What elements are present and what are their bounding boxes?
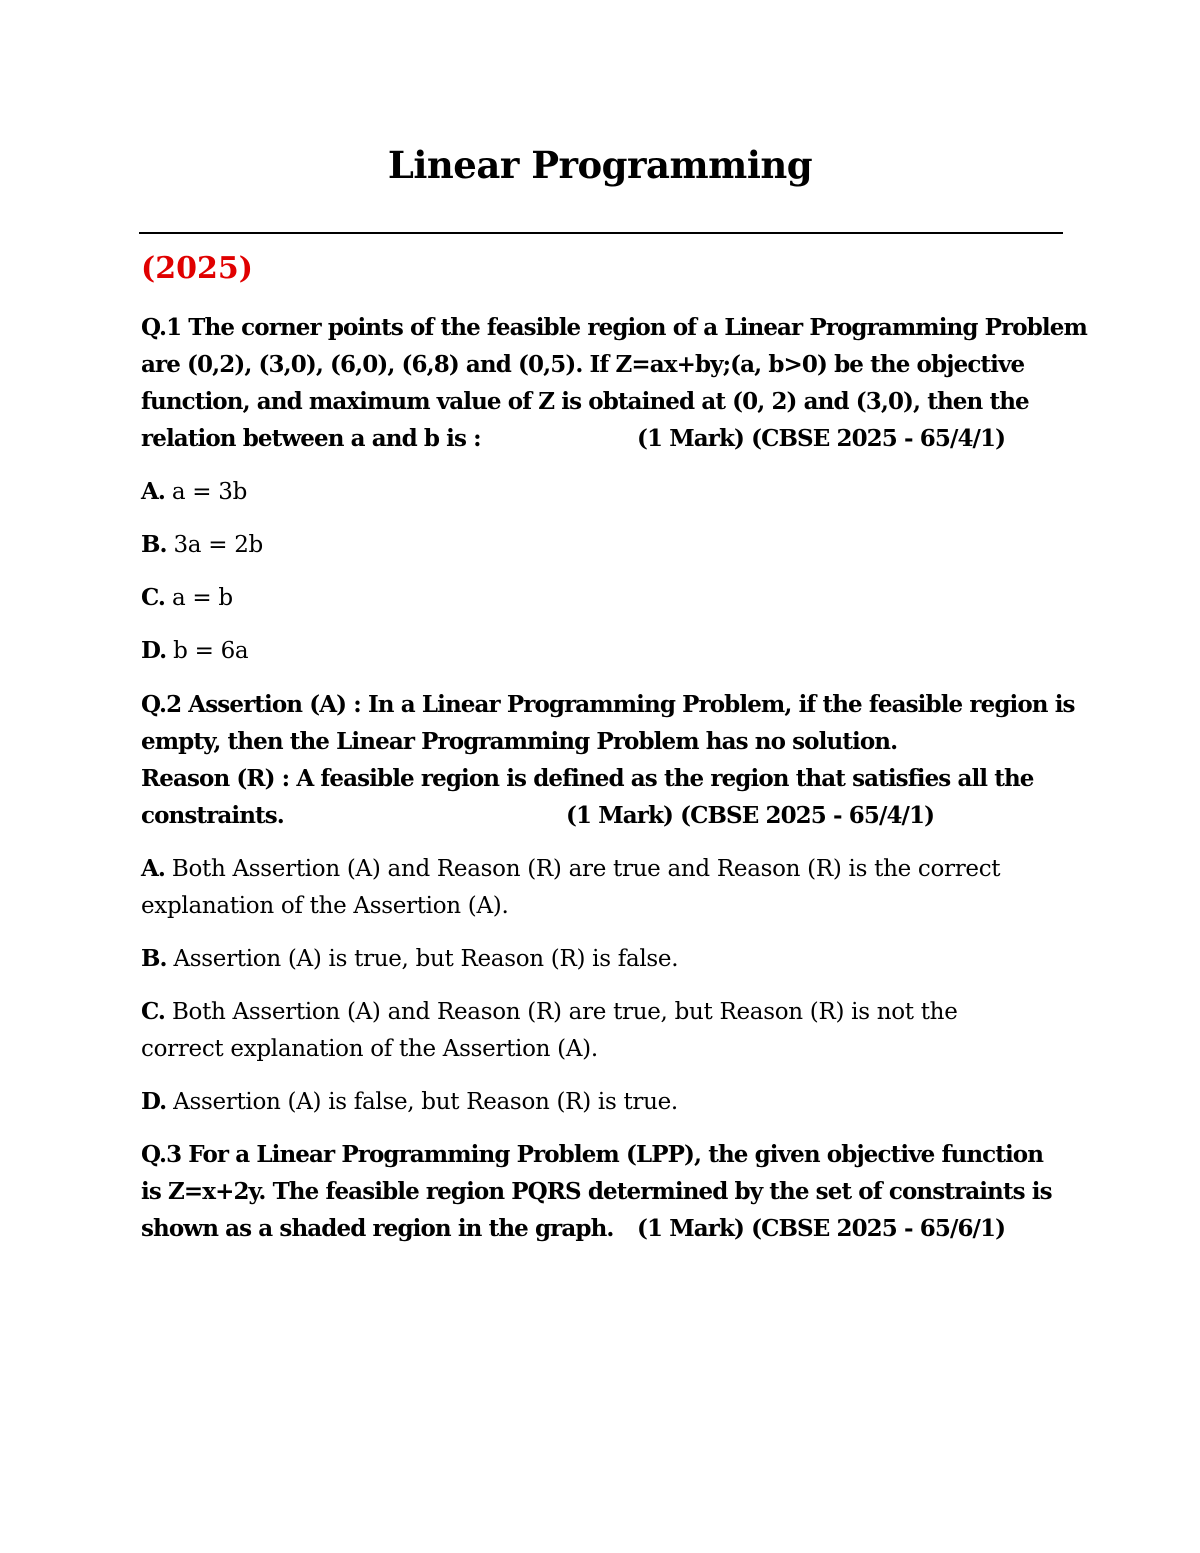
option-letter: A.: [141, 478, 165, 505]
question-1-line: function, and maximum value of Z is obtained at (0, 2) and (3,0), then the: [141, 388, 1029, 415]
title-divider: [139, 232, 1063, 234]
question-3-mark: (1 Mark) (CBSE 2025 - 65/6/1): [637, 1215, 1006, 1242]
question-2: [141, 686, 1075, 834]
option-text: Both Assertion (A) and Reason (R) are true, but Reason (R) is not the: [171, 999, 958, 1025]
option-letter: B.: [141, 531, 167, 558]
option-letter: A.: [141, 855, 165, 882]
question-1-option-c: [141, 579, 1061, 617]
option-text: Assertion (A) is false, but Reason (R) is true.: [173, 1089, 678, 1115]
question-3-line: shown as a shaded region in the graph.: [141, 1215, 614, 1242]
option-text: explanation of the Assertion (A).: [141, 893, 509, 919]
question-2-option-c: [141, 993, 1061, 1068]
question-1-line: are (0,2), (3,0), (6,0), (6,8) and (0,5). If Z=ax+by;(a, b>0) be the objective: [141, 351, 1025, 378]
page-title: Linear Programming: [387, 143, 813, 187]
option-letter: D.: [141, 637, 167, 664]
year-heading: (2025): [141, 251, 253, 286]
option-text: Both Assertion (A) and Reason (R) are true and Reason (R) is the correct: [171, 856, 1001, 882]
question-2-line: Reason (R) : A feasible region is defined as the region that satisfies all the: [141, 765, 1034, 792]
question-2-mark: (1 Mark) (CBSE 2025 - 65/4/1): [566, 802, 935, 829]
option-letter: C.: [141, 998, 165, 1025]
question-1-option-d: [141, 632, 1061, 670]
question-1: [141, 309, 1087, 457]
option-text: Assertion (A) is true, but Reason (R) is false.: [173, 946, 679, 972]
question-2-option-d: [141, 1083, 1061, 1121]
question-1-mark: (1 Mark) (CBSE 2025 - 65/4/1): [637, 425, 1006, 452]
question-3-line: Q.3 For a Linear Programming Problem (LPP), the given objective function: [141, 1141, 1044, 1168]
question-2-line: Q.2 Assertion (A) : In a Linear Programming Problem, if the feasible region is: [141, 691, 1075, 718]
question-1-line: relation between a and b is :: [141, 425, 481, 452]
option-text: 3a = 2b: [173, 532, 263, 558]
question-2-option-b: [141, 940, 1061, 978]
question-2-option-a: [141, 850, 1061, 925]
question-1-option-b: [141, 526, 1061, 564]
question-2-line: empty, then the Linear Programming Problem has no solution.: [141, 728, 898, 755]
question-1-option-a: [141, 473, 1061, 511]
option-text: a = b: [171, 585, 233, 611]
option-letter: D.: [141, 1088, 167, 1115]
question-3-line: is Z=x+2y. The feasible region PQRS determined by the set of constraints is: [141, 1178, 1052, 1205]
option-text: a = 3b: [171, 479, 248, 505]
question-3: [141, 1136, 1071, 1247]
option-text: correct explanation of the Assertion (A).: [141, 1036, 598, 1062]
option-letter: B.: [141, 945, 167, 972]
option-letter: C.: [141, 584, 165, 611]
question-1-line: Q.1 The corner points of the feasible region of a Linear Programming Problem: [141, 314, 1087, 341]
question-2-line: constraints.: [141, 802, 284, 829]
option-text: b = 6a: [173, 638, 249, 664]
